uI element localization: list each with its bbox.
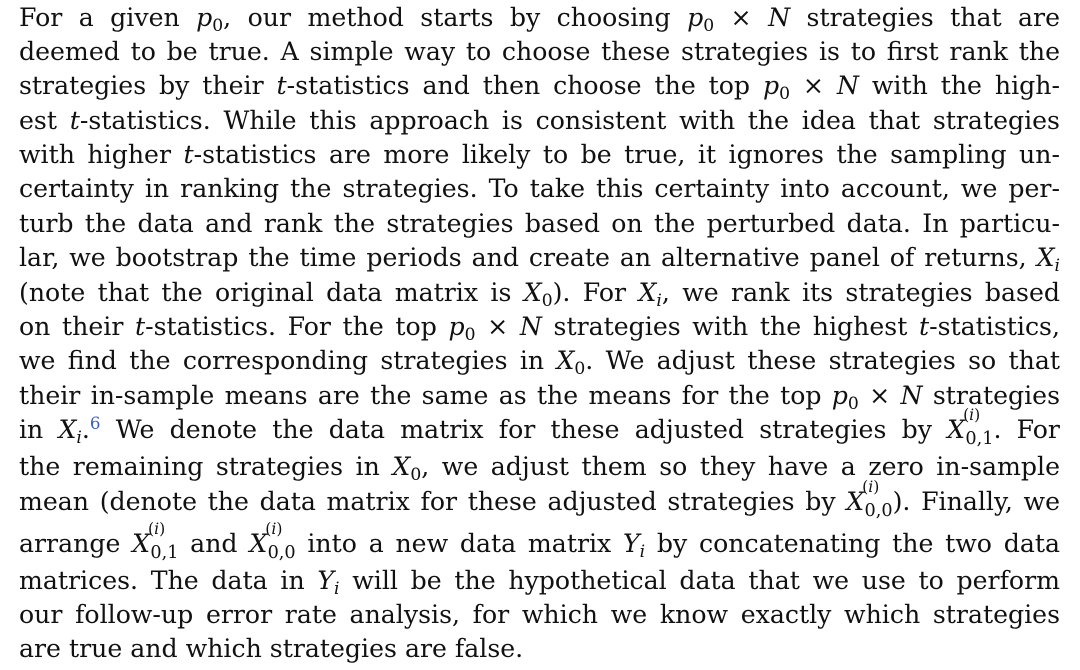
text-line: turb the data and rank the strategies based on the perturbed data. In particu- [19,209,1060,238]
text-line: deemed to be true. A simple way to choose these strategies is to first rank the [19,37,1060,66]
text-line: matrices. The data in $Y_i$ will be the hypothetical data that we use to perform [19,566,1060,600]
text-line: (note that the original data matrix is $X_0$). For $X_i$, we rank its strategies based [19,278,1060,312]
text-line: our follow-up error rate analysis, for which we know exactly which strategies [19,600,1060,629]
text-line: the remaining strategies in $X_0$, we adjust them so they have a zero in-sample [19,452,1060,486]
text-line: in $X_i.^6$ We denote the data matrix for these adjusted strategies by X (i) 0,1. For [19,406,1060,450]
text-line: mean (denote the data matrix for these adjusted strategies by X (i) 0,0). Finally, we [19,478,1060,522]
text-line: on their t-statistics. For the top $p_0 \times N$ strategies with the highest t-statistics, [19,312,1060,346]
text-line: strategies by their t-statistics and then choose the top $p_0 \times N$ with the high- [19,71,1060,105]
text-line: lar, we bootstrap the time periods and create an alternative panel of returns, $X_i$ [19,243,1060,277]
text-line: we find the corresponding strategies in $X_0$. We adjust these strategies so that [19,346,1060,380]
text-line: with higher t-statistics are more likely to be true, it ignores the sampling un- [19,140,1060,169]
text-line: arrange X (i) 0,1 and X (i) 0,0 into a new data matrix $Y_i$ by concatenating the two data [19,520,1061,564]
text-line: For a given $p_0$, our method starts by choosing $p_0 \times N$ strategies that are [19,3,1060,37]
text-line: their in-sample means are the same as the means for the top $p_0 \times N$ strategies [19,381,1060,415]
text-line: are true and which strategies are false. [19,634,524,663]
text-line: certainty in ranking the strategies. To take this certainty into account, we per- [19,174,1060,203]
text-line: est t-statistics. While this approach is consistent with the idea that strategies [19,106,1060,135]
